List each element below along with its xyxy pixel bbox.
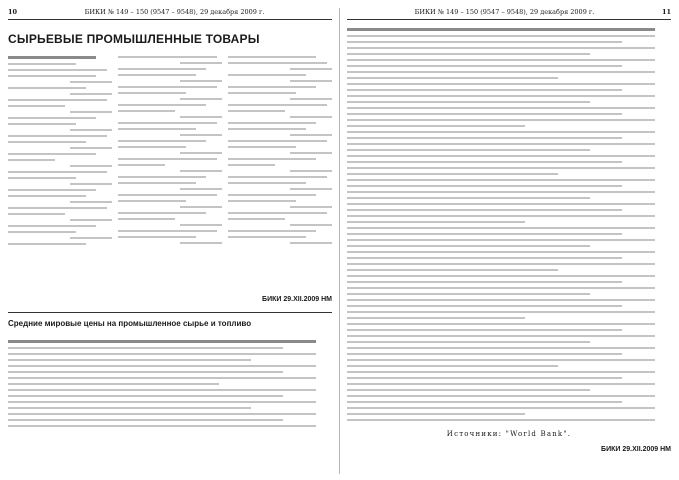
left-page-number: 10 bbox=[8, 8, 18, 16]
column-1 bbox=[8, 52, 112, 292]
page-gutter bbox=[339, 8, 340, 474]
left-page-header: БИКИ № 149 – 150 (9547 – 9548), 29 декабря 2009 г. bbox=[84, 8, 265, 16]
left-column-footer: БИКИ 29.XII.2009 НМ bbox=[262, 296, 332, 303]
left-page bbox=[8, 8, 332, 474]
column-3 bbox=[228, 52, 332, 292]
secondary-table-title: Средние мировые цены на промышленное сырье и топливо bbox=[8, 319, 252, 328]
commodity-price-table bbox=[347, 24, 671, 424]
right-column-footer: БИКИ 29.XII.2009 НМ bbox=[601, 446, 671, 453]
right-page-number: 11 bbox=[661, 8, 671, 16]
secondary-price-table bbox=[8, 336, 332, 466]
column-2 bbox=[118, 52, 222, 292]
section-divider bbox=[8, 312, 332, 313]
right-page-header: БИКИ № 149 – 150 (9547 – 9548), 29 декабря 2009 г. bbox=[414, 8, 595, 16]
left-running-head bbox=[8, 8, 332, 20]
right-page bbox=[347, 8, 671, 474]
price-columns bbox=[8, 52, 332, 292]
sources-note: Источники: "World Bank". bbox=[446, 430, 572, 438]
section-title: СЫРЬЕВЫЕ ПРОМЫШЛЕННЫЕ ТОВАРЫ bbox=[8, 32, 260, 46]
right-running-head bbox=[347, 8, 671, 20]
